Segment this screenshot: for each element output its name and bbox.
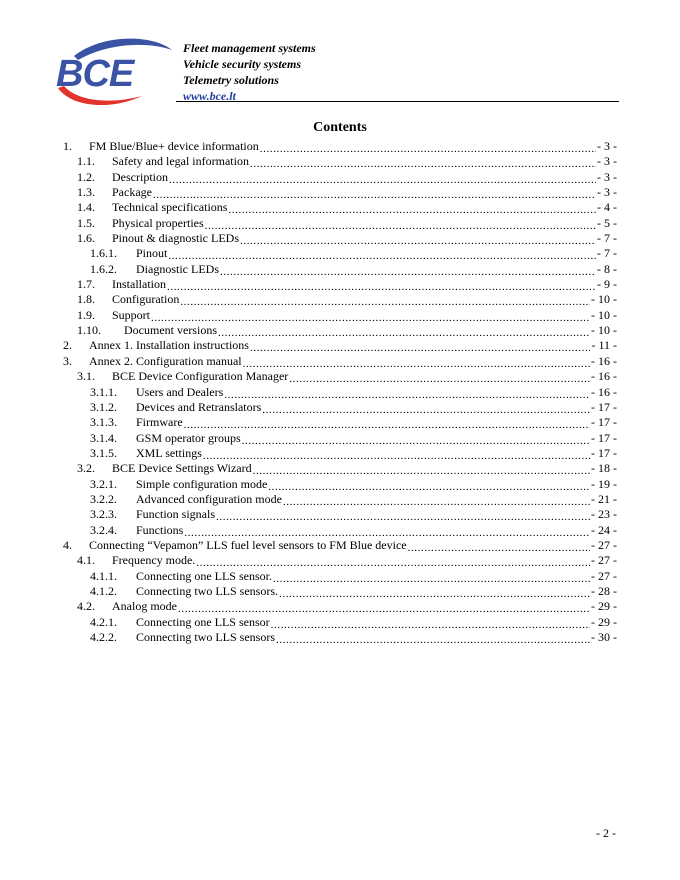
toc-entry-number: 4.2. xyxy=(77,599,95,614)
toc-entry-page: - 4 - xyxy=(597,200,617,215)
toc-dot-leader xyxy=(271,617,590,631)
toc-entry-title: Diagnostic LEDs xyxy=(136,261,219,276)
toc-entry-page: - 18 - xyxy=(591,461,617,476)
toc-dot-leader xyxy=(242,433,590,447)
toc-entry[interactable] xyxy=(63,216,617,231)
toc-entry-number: 4.1.1. xyxy=(90,568,117,583)
toc-entry-page: - 28 - xyxy=(591,583,617,598)
toc-entry[interactable] xyxy=(63,415,617,430)
toc-entry-page: - 3 - xyxy=(597,185,617,200)
toc-entry-page: - 17 - xyxy=(591,415,617,430)
website-link[interactable]: www.bce.lt xyxy=(183,89,236,103)
toc-entry-title: Annex 2. Configuration manual xyxy=(89,353,242,368)
toc-entry-number: 1. xyxy=(63,139,72,153)
tagline-fleet: Fleet management systems xyxy=(183,41,316,55)
toc-entry[interactable] xyxy=(63,630,617,645)
toc-entry[interactable] xyxy=(63,446,617,461)
toc-entry-title: Pinout & diagnostic LEDs xyxy=(112,231,239,246)
toc-entry-page: - 29 - xyxy=(591,614,617,629)
toc-entry-page: - 21 - xyxy=(591,491,617,506)
toc-entry-title: Connecting one LLS sensor. xyxy=(136,568,272,583)
toc-entry-title: Function signals xyxy=(136,507,216,522)
toc-entry-title: Physical properties xyxy=(112,215,204,230)
tagline-security: Vehicle security systems xyxy=(183,57,301,71)
toc-entry-page: - 7 - xyxy=(597,231,617,246)
toc-entry[interactable] xyxy=(63,200,617,215)
toc-entry-number: 4.1. xyxy=(77,553,95,568)
toc-entry-page: - 8 - xyxy=(597,261,617,276)
toc-dot-leader xyxy=(228,202,596,216)
toc-entry-title: Annex 1. Installation instructions xyxy=(89,338,249,353)
toc-entry-number: 1.8. xyxy=(77,292,95,307)
toc-entry-title: Firmware xyxy=(136,415,183,430)
toc-entry-number: 3.2.1. xyxy=(90,476,117,491)
toc-entry-page: - 11 - xyxy=(591,338,617,353)
toc-entry[interactable] xyxy=(63,615,617,630)
toc-entry-title: Technical specifications xyxy=(112,200,228,215)
toc-entry[interactable] xyxy=(63,154,617,169)
toc-entry[interactable] xyxy=(63,385,617,400)
toc-entry-number: 1.6.1. xyxy=(90,246,117,261)
toc-dot-leader xyxy=(224,387,590,401)
toc-entry-title: Functions xyxy=(136,522,184,537)
toc-entry-title: GSM operator groups xyxy=(136,430,241,445)
toc-entry-page: - 10 - xyxy=(591,292,617,307)
toc-dot-leader xyxy=(180,294,590,308)
toc-dot-leader xyxy=(408,540,590,554)
header-taglines xyxy=(183,40,316,104)
toc-entry-number: 3.1.4. xyxy=(90,430,117,445)
toc-dot-leader xyxy=(250,156,596,170)
toc-entry-title: Pinout xyxy=(136,246,168,261)
toc-entry-page: - 17 - xyxy=(591,445,617,460)
toc-entry-number: 1.4. xyxy=(77,200,95,215)
toc-entry-page: - 29 - xyxy=(591,599,617,614)
toc-dot-leader xyxy=(250,340,590,354)
toc-entry-page: - 27 - xyxy=(591,537,617,552)
toc-dot-leader xyxy=(260,141,596,155)
toc-entry[interactable] xyxy=(63,292,617,307)
toc-entry-number: 3.1.2. xyxy=(90,399,117,414)
toc-entry-number: 3.2.4. xyxy=(90,522,117,537)
toc-dot-leader xyxy=(178,601,590,615)
page-title: Contents xyxy=(313,120,367,135)
toc-entry[interactable] xyxy=(63,538,617,553)
toc-entry-title: Configuration xyxy=(112,292,180,307)
toc-entry[interactable] xyxy=(63,246,617,261)
toc-entry-title: Users and Dealers xyxy=(136,384,224,399)
toc-dot-leader xyxy=(220,264,596,278)
toc-entry-page: - 23 - xyxy=(591,507,617,522)
toc-dot-leader xyxy=(240,233,596,247)
toc-entry-number: 3.1.1. xyxy=(90,384,117,399)
toc-dot-leader xyxy=(205,218,596,232)
toc-entry[interactable] xyxy=(63,308,617,323)
toc-entry-page: - 10 - xyxy=(591,307,617,322)
toc-entry-page: - 19 - xyxy=(591,476,617,491)
header-divider xyxy=(176,101,619,102)
page-number: - 2 - xyxy=(596,826,616,840)
toc-entry-page: - 5 - xyxy=(597,215,617,230)
toc-entry[interactable] xyxy=(63,231,617,246)
toc-entry[interactable] xyxy=(63,277,617,292)
toc-entry-title: Connecting two LLS sensors. xyxy=(136,583,278,598)
toc-entry-number: 3.2. xyxy=(77,461,95,476)
toc-dot-leader xyxy=(167,279,596,293)
logo-text: BCE xyxy=(56,53,134,95)
toc-entry[interactable] xyxy=(63,553,617,568)
toc-entry-title: Installation xyxy=(112,277,166,292)
toc-entry-number: 4. xyxy=(63,537,72,552)
toc-entry-title: BCE Device Settings Wizard xyxy=(112,461,252,476)
toc-entry-page: - 27 - xyxy=(591,553,617,568)
toc-entry-title: Description xyxy=(112,169,168,184)
toc-entry-title: Advanced configuration mode xyxy=(136,491,282,506)
toc-entry-page: - 16 - xyxy=(591,384,617,399)
toc-dot-leader xyxy=(289,371,590,385)
toc-entry-page: - 30 - xyxy=(591,630,617,644)
toc-entry-number: 1.1. xyxy=(77,154,95,169)
toc-entry-title: Analog mode xyxy=(112,599,177,614)
toc-entry-page: - 17 - xyxy=(591,430,617,445)
toc-entry-number: 1.6.2. xyxy=(90,261,117,276)
toc-entry-number: 3.1. xyxy=(77,369,95,384)
toc-entry-title: BCE Device Configuration Manager xyxy=(112,369,289,384)
toc-entry[interactable] xyxy=(63,599,617,614)
toc-entry-title: Package xyxy=(112,185,152,200)
toc-dot-leader xyxy=(216,509,590,523)
toc-entry[interactable] xyxy=(63,492,617,507)
table-of-contents xyxy=(63,139,617,645)
toc-entry-number: 2. xyxy=(63,338,72,353)
toc-entry-number: 3.2.2. xyxy=(90,491,117,506)
toc-entry[interactable] xyxy=(63,523,617,538)
toc-dot-leader xyxy=(276,632,590,646)
toc-entry[interactable] xyxy=(63,139,617,154)
toc-entry-page: - 3 - xyxy=(597,169,617,184)
toc-dot-leader xyxy=(153,187,596,201)
toc-entry[interactable] xyxy=(63,262,617,277)
toc-dot-leader xyxy=(196,555,590,569)
toc-entry-title: Connecting one LLS sensor xyxy=(136,614,270,629)
toc-dot-leader xyxy=(218,325,590,339)
toc-entry-number: 1.9. xyxy=(77,307,95,322)
toc-entry-page: - 17 - xyxy=(591,399,617,414)
toc-entry[interactable] xyxy=(63,477,617,492)
toc-entry[interactable] xyxy=(63,461,617,476)
toc-entry-number: 1.5. xyxy=(77,215,95,230)
toc-entry-number: 1.6. xyxy=(77,231,95,246)
toc-entry-title: Devices and Retranslators xyxy=(136,399,262,414)
toc-entry-page: - 24 - xyxy=(591,522,617,537)
toc-dot-leader xyxy=(273,571,590,585)
toc-entry-number: 3.2.3. xyxy=(90,507,117,522)
toc-dot-leader xyxy=(253,463,590,477)
toc-entry-page: - 3 - xyxy=(597,154,617,169)
toc-entry[interactable] xyxy=(63,431,617,446)
toc-entry-title: Connecting two LLS sensors xyxy=(136,630,275,644)
toc-entry-title: XML settings xyxy=(136,445,202,460)
toc-entry[interactable] xyxy=(63,170,617,185)
toc-entry-title: FM Blue/Blue+ device information xyxy=(89,139,259,153)
toc-dot-leader xyxy=(268,479,590,493)
toc-entry-title: Frequency mode. xyxy=(112,553,196,568)
toc-entry[interactable] xyxy=(63,569,617,584)
tagline-telemetry: Telemetry solutions xyxy=(183,73,279,87)
toc-entry[interactable] xyxy=(63,507,617,522)
toc-entry-page: - 7 - xyxy=(597,246,617,261)
toc-dot-leader xyxy=(168,248,596,262)
toc-entry[interactable] xyxy=(63,369,617,384)
toc-entry-title: Simple configuration mode xyxy=(136,476,268,491)
toc-dot-leader xyxy=(279,586,590,600)
toc-entry[interactable] xyxy=(63,323,617,338)
toc-entry-page: - 16 - xyxy=(591,369,617,384)
toc-dot-leader xyxy=(203,448,590,462)
toc-dot-leader xyxy=(283,494,590,508)
toc-entry-number: 3.1.3. xyxy=(90,415,117,430)
toc-entry-title: Support xyxy=(112,307,151,322)
toc-entry-number: 1.10. xyxy=(77,323,101,338)
toc-entry-page: - 16 - xyxy=(591,353,617,368)
toc-entry[interactable] xyxy=(63,584,617,599)
toc-entry-page: - 3 - xyxy=(597,139,617,153)
toc-entry-title: Document versions xyxy=(124,323,217,338)
toc-entry-number: 4.1.2. xyxy=(90,583,117,598)
toc-dot-leader xyxy=(151,310,590,324)
toc-dot-leader xyxy=(184,417,590,431)
toc-entry-number: 3.1.5. xyxy=(90,445,117,460)
toc-entry-page: - 27 - xyxy=(591,568,617,583)
toc-entry[interactable] xyxy=(63,354,617,369)
bce-logo xyxy=(52,36,176,108)
toc-entry-title: Connecting “Vepamon” LLS fuel level sensors to FM Blue device xyxy=(89,537,407,552)
toc-dot-leader xyxy=(243,356,590,370)
toc-entry-number: 1.2. xyxy=(77,169,95,184)
toc-entry-number: 4.2.2. xyxy=(90,630,117,644)
toc-entry-title: Safety and legal information xyxy=(112,154,249,169)
toc-dot-leader xyxy=(169,172,596,186)
toc-entry-page: - 10 - xyxy=(591,323,617,338)
toc-dot-leader xyxy=(184,525,590,539)
toc-dot-leader xyxy=(262,402,590,416)
toc-entry-page: - 9 - xyxy=(597,277,617,292)
toc-entry[interactable] xyxy=(63,400,617,415)
toc-entry-number: 1.3. xyxy=(77,185,95,200)
toc-entry-number: 3. xyxy=(63,353,72,368)
toc-entry-number: 1.7. xyxy=(77,277,95,292)
toc-entry[interactable] xyxy=(63,185,617,200)
toc-entry[interactable] xyxy=(63,338,617,353)
toc-entry-number: 4.2.1. xyxy=(90,614,117,629)
